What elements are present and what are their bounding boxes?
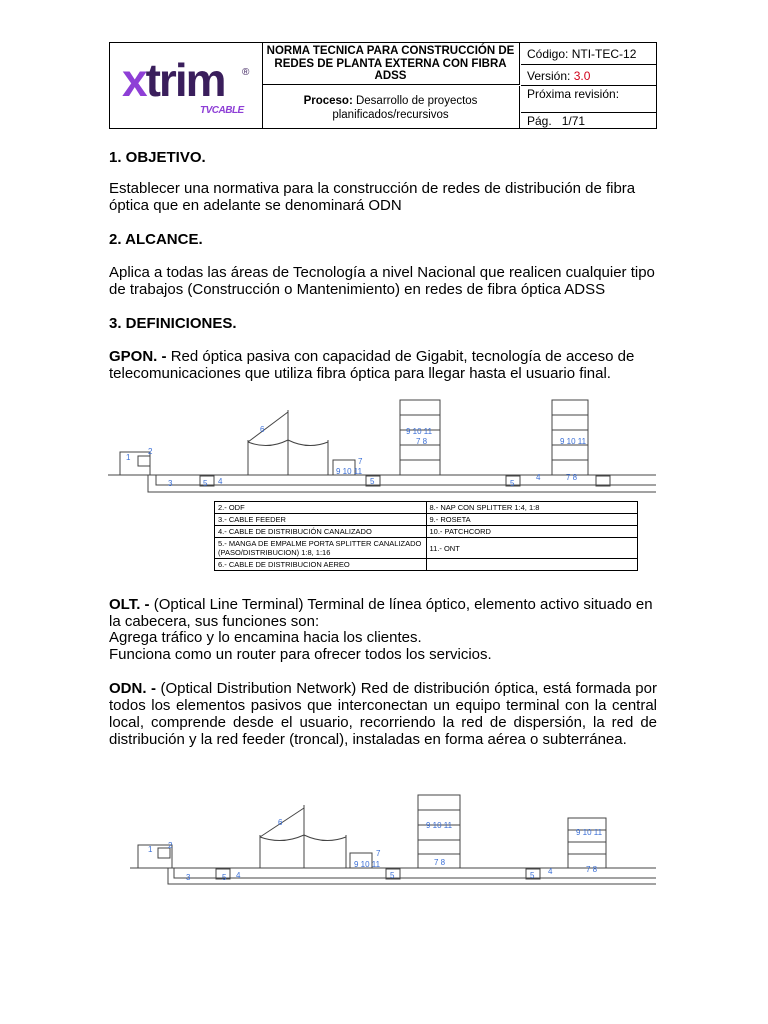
gpon-term: GPON. -: [109, 348, 167, 365]
label-7-8: 7 8: [416, 437, 428, 446]
legend-item: 6.- CABLE DE DISTRIBUCION AEREO: [215, 559, 427, 571]
label-3: 3: [186, 873, 191, 882]
gpon-definition: [109, 348, 657, 382]
label-3: 3: [168, 479, 173, 488]
odn-definition: [109, 680, 657, 748]
odn-term: ODN. -: [109, 680, 156, 697]
odn-network-diagram: [108, 790, 656, 890]
label-4: 4: [236, 871, 241, 880]
logo-cell: [110, 43, 263, 128]
olt-definition: [109, 596, 657, 630]
label-9-10-11: 9 10 11: [576, 828, 603, 837]
label-1: 1: [148, 845, 153, 854]
label-5: 5: [510, 479, 515, 488]
aerial-cable: [260, 835, 346, 841]
document-header: [109, 42, 657, 129]
olt-term: OLT. -: [109, 596, 150, 613]
label-9-10-11: 9 10 11: [426, 821, 453, 830]
company-logo: xtrim: [122, 54, 225, 106]
legend-row: [215, 559, 638, 571]
label-1: 1: [126, 453, 131, 462]
process-value: Desarrollo de proyectos planificados/recursivos: [332, 95, 478, 121]
diagram-legend: [214, 501, 638, 571]
label-9-10-11: 9 10 11: [406, 427, 433, 436]
legend-item: 4.- CABLE DE DISTRIBUCIÓN CANALIZADO: [215, 526, 427, 538]
label-7-8: 7 8: [586, 865, 598, 874]
legend-item: 5.- MANGA DE EMPALME PORTA SPLITTER CANALIZADO (PASO/DISTRIBUCION) 1:8, 1:16: [215, 538, 427, 559]
page-number-cell: [521, 114, 657, 128]
document-title: NORMA TECNICA PARA CONSTRUCCIÓN DE REDES DE PLANTA EXTERNA CON FIBRA ADSS: [262, 43, 520, 85]
version-label: Versión:: [527, 69, 571, 83]
olt-function-1: Agrega tráfico y lo encamina hacia los clientes.: [109, 629, 422, 646]
label-2: 2: [168, 841, 173, 850]
legend-item: 9.- ROSETA: [426, 514, 638, 526]
legend-row: [215, 538, 638, 559]
olt-text: (Optical Line Terminal) Terminal de línea óptico, elemento activo situado en la cabecera, sus funciones son:: [109, 596, 653, 630]
label-6: 6: [260, 425, 265, 434]
process-cell: [262, 86, 520, 128]
label-7: 7: [376, 849, 381, 858]
building: [568, 818, 606, 868]
logo-subtitle: TVCABLE: [200, 105, 244, 116]
label-9-10-11: 9 10 11: [560, 437, 587, 446]
trench: [168, 868, 656, 884]
section-objetivo-title: 1. OBJETIVO.: [109, 149, 206, 166]
label-9-10-11: 9 10 11: [354, 860, 381, 869]
label-2: 2: [148, 447, 153, 456]
label-4: 4: [536, 473, 541, 482]
legend-row: [215, 514, 638, 526]
section-alcance-text: Aplica a todas las áreas de Tecnología a nivel Nacional que realicen cualquier tipo de trabajos (Construcción o Mantenimiento) en redes de fibra óptica ADSS: [109, 264, 655, 298]
label-4: 4: [548, 867, 553, 876]
document-code: Código: NTI-TEC-12: [521, 43, 657, 65]
label-5: 5: [390, 871, 395, 880]
feeder-cable: [156, 475, 656, 485]
odn-text: (Optical Distribution Network) Red de distribución óptica, está formada por todos los elementos pasivos que interconectan un equipo terminal con la central local, comprende desde el usuario, recorriendo la red de dispersión, la red de distribución y la red feeder (troncal), instaladas en forma aérea o subterránea.: [109, 680, 657, 748]
legend-item: 10.- PATCHCORD: [426, 526, 638, 538]
label-5: 5: [203, 479, 208, 488]
trench: [148, 475, 656, 492]
label-7-8: 7 8: [566, 473, 578, 482]
section-objetivo-text: Establecer una normativa para la construcción de redes de distribución de fibra óptica que en adelante se denominará ODN: [109, 180, 636, 214]
label-4: 4: [218, 477, 223, 486]
aerial-drop: [248, 412, 288, 442]
label-5: 5: [370, 477, 375, 486]
label-5: 5: [530, 871, 535, 880]
legend-item: 2.- ODF: [215, 502, 427, 514]
label-7: 7: [358, 457, 363, 466]
feeder-cable: [174, 868, 656, 878]
legend-item: [426, 559, 638, 571]
legend-item: 8.- NAP CON SPLITTER 1:4, 1:8: [426, 502, 638, 514]
version-cell: [521, 66, 657, 86]
legend-item: 11.- ONT: [426, 538, 638, 559]
label-6: 6: [278, 818, 283, 827]
central-office: [120, 452, 150, 475]
section-definiciones-title: 3. DEFINICIONES.: [109, 315, 237, 332]
olt-function-2: Funciona como un router para ofrecer todos los servicios.: [109, 646, 492, 663]
version-value: 3.0: [573, 69, 591, 83]
process-label: Proceso:: [303, 95, 353, 107]
gpon-text: Red óptica pasiva con capacidad de Gigabit, tecnología de acceso de telecomunicaciones que utiliza fibra óptica para llegar hasta el usuario final.: [109, 348, 635, 382]
legend-row: [215, 526, 638, 538]
legend-item: 3.- CABLE FEEDER: [215, 514, 427, 526]
registered-mark: ®: [242, 67, 250, 78]
legend-row: [215, 502, 638, 514]
gpon-network-diagram: [108, 392, 656, 500]
odf-cabinet: [138, 456, 150, 466]
label-9-10-11: 9 10 11: [336, 467, 363, 476]
label-5: 5: [222, 873, 227, 882]
page-label: Pág.: [527, 114, 552, 128]
next-revision: Próxima revisión:: [521, 87, 657, 113]
page-value: 1/71: [561, 114, 586, 128]
label-7-8: 7 8: [434, 858, 446, 867]
section-alcance-title: 2. ALCANCE.: [109, 231, 203, 248]
